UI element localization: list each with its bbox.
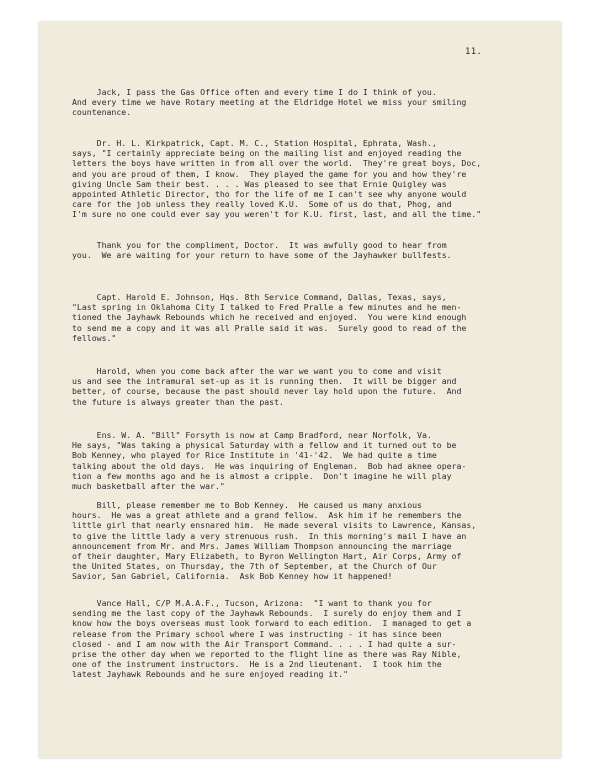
text-line: of their daughter, Mary Elizabeth, to Byron Wellington Hart, Air Corps, Army of <box>72 551 462 561</box>
text-line: I'm sure no one could ever say you weren't for K.U. first, last, and all the time." <box>72 209 482 220</box>
text-line: And every time we have Rotary meeting at the Eldridge Hotel we miss your smiling <box>72 97 467 108</box>
text-line: Capt. Harold E. Johnson, Hqs. 8th Service Command, Dallas, Texas, says, <box>72 292 447 302</box>
text-line: fellows." <box>72 332 117 343</box>
text-line: hours. He was a great athlete and a grand fellow. Ask him if he remembers the <box>72 510 462 521</box>
text-line: giving Uncle Sam their best. . . . Was pleased to see that Ernie Quigley was <box>72 178 447 189</box>
text-line: Vance Hall, C/P M.A.A.F., Tucson, Arizona: "I want to thank you for <box>72 598 432 608</box>
text-line: countenance. <box>72 107 132 118</box>
text-line: announcement from Mr. and Mrs. James William Thompson announcing the marriage <box>72 540 452 551</box>
text-line: know how the boys overseas must look forward to each edition. I managed to get a <box>72 618 472 629</box>
text-line: "Last spring in Oklahoma City I talked to Fred Pralle a few minutes and he men- <box>72 302 462 313</box>
text-line: Thank you for the compliment, Doctor. It was awfully good to hear from <box>72 240 447 250</box>
text-line: to send me a copy and it was all Pralle said it was. Surely good to read of the <box>72 322 467 333</box>
text-line: talking about the old days. He was inquiring of Engleman. Bob had aknee opera- <box>72 460 467 471</box>
text-line: one of the instrument instructors. He is a 2nd lieutenant. I took him the <box>72 659 442 670</box>
text-line: Dr. H. L. Kirkpatrick, Capt. M. C., Station Hospital, Ephrata, Wash., <box>72 138 437 148</box>
text-line: prise the other day when we reported to the flight line as there was Ray Nible, <box>72 649 462 659</box>
text-line: you. We are waiting for your return to have some of the Jayhawker bullfests. <box>72 250 452 261</box>
text-line: Harold, when you come back after the war we want you to come and visit <box>72 366 442 376</box>
text-line: care for the job unless they really loved K.U. Some of us do that, Phog, and <box>72 199 452 210</box>
text-line: and you are proud of them, I know. They played the game for you and how they're <box>72 168 467 179</box>
text-line: He says, "Was taking a physical Saturday with a fellow and it turned out to be <box>72 440 457 451</box>
text-line: the future is always greater than the past. <box>72 396 284 407</box>
text-line: better, of course, because the past should never lay hold upon the future. And <box>72 386 462 397</box>
text-line: Savior, San Gabriel, California. Ask Bob Kenney how it happened! <box>72 571 393 582</box>
text-line: us and see the intramural set-up as it is running then. It will be bigger and <box>72 376 457 387</box>
text-line: release from the Primary school where I was instructing - it has since been <box>72 628 442 639</box>
text-line: tion a few months ago and he is almost a cripple. Don't imagine he will play <box>72 470 452 481</box>
text-line: much basketball after the war." <box>72 481 225 491</box>
text-line: closed - and I am now with the Air Transport Command. . . . I had quite a sur- <box>72 638 457 649</box>
text-line: little girl that nearly ensnared him. He made several visits to Lawrence, Kansas, <box>72 520 477 531</box>
text-line: tioned the Jayhawk Rebounds which he received and enjoyed. You were kind enough <box>72 312 467 323</box>
text-line: the United States, on Thursday, the 7th of September, at the Church of Our <box>72 561 437 572</box>
text-line: latest Jayhawk Rebounds and he sure enjoyed reading it." <box>72 669 349 680</box>
text-line: Bob Kenney, who played for Rice Institute in '41-'42. We had quite a time <box>72 450 437 461</box>
text-line: to give the little lady a very strenuous rush. In this morning's mail I have an <box>72 530 467 541</box>
text-line: sending me the last copy of the Jayhawk Rebounds. I surely do enjoy them and I <box>72 608 462 619</box>
text-line: Bill, please remember me to Bob Kenney. He caused us many anxious <box>72 500 422 510</box>
text-line: Ens. W. A. "Bill" Forsyth is now at Camp Bradford, near Norfolk, Va. <box>72 430 432 440</box>
text-line: says, "I certainly appreciate being on the mailing list and enjoyed reading the <box>72 148 462 159</box>
text-line: appointed Athletic Director, tho for the life of me I can't see why anyone would <box>72 189 467 199</box>
page-number: 11. <box>465 47 483 57</box>
text-line: Jack, I pass the Gas Office often and every time I do I think of you. <box>72 87 437 97</box>
text-line: letters the boys have written in from all over the world. They're great boys, Doc, <box>72 158 482 169</box>
